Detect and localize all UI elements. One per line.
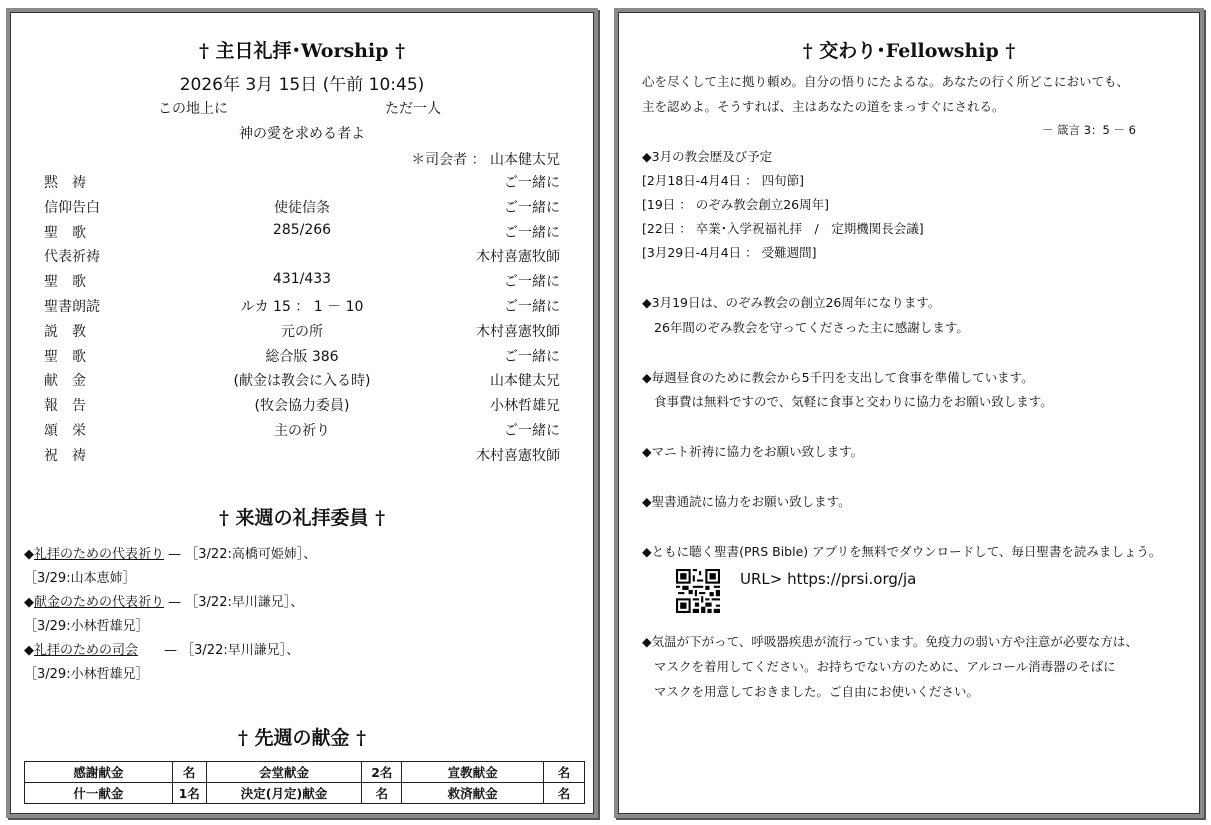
anniversary-notice: ◆3月19日は、のぞみ教会の創立26周年になります。 xyxy=(642,295,941,310)
order-label: 黙 祷 xyxy=(44,175,86,191)
order-item: 使徒信条 xyxy=(274,199,330,216)
order-item: 285/266 xyxy=(272,221,332,238)
order-leader: ご一緒に xyxy=(504,423,560,439)
table-cell: 会堂献金 xyxy=(206,762,362,783)
order-label: 聖 歌 xyxy=(44,274,86,291)
offering-title: † 先週の献金 † xyxy=(237,727,367,749)
app-notice: ◆ともに聴く聖書(PRS Bible) アプリを無料でダウンロードして、毎日聖書を読みましょう。 xyxy=(642,544,1162,559)
order-label: 聖書朗読 xyxy=(44,299,100,315)
schedule-item: [19日 ： のぞみ教会創立26周年] xyxy=(642,197,830,212)
order-row xyxy=(44,222,560,244)
order-row xyxy=(44,445,560,467)
table-cell: 感謝献金 xyxy=(25,762,173,783)
table-cell: 宣教献金 xyxy=(402,762,544,783)
lunch-notice-2: 食事費は無料ですので、気軽に食事と交わりに協力をお願い致します。 xyxy=(654,394,1053,409)
schedule-heading: ◆3月の教会歴及び予定 xyxy=(642,149,773,164)
order-item: 主の祈り xyxy=(274,423,330,439)
order-label: 報 告 xyxy=(44,398,86,415)
order-row xyxy=(44,321,560,343)
order-label: 聖 歌 xyxy=(44,224,86,241)
service-date: 2026年 3月 15日 (午前 10:45) xyxy=(179,75,425,95)
order-label: 聖 歌 xyxy=(44,348,86,365)
committee-item: ◆礼拝のための代表祈り — ［3/22:高橋可姫姉］、 xyxy=(24,547,317,562)
order-item: 431/433 xyxy=(272,271,332,288)
committee-next: ［3/29:小林哲雄兄］ xyxy=(24,667,149,682)
order-leader: ご一緒に xyxy=(504,274,560,291)
qr-code-icon xyxy=(676,569,720,613)
order-item: (牧会協力委員) xyxy=(254,398,350,415)
committee-role: 献金のための代表祈り xyxy=(34,595,165,610)
order-row xyxy=(44,296,560,318)
order-row xyxy=(44,172,560,194)
worship-title: † 主日礼拝･Worship † xyxy=(198,40,406,62)
scripture-reference: － 箴言 3：5 － 6 xyxy=(1041,123,1136,137)
order-leader: ご一緒に xyxy=(504,175,560,191)
table-cell: 2名 xyxy=(362,762,402,783)
table-row xyxy=(25,783,585,804)
order-row xyxy=(44,246,560,268)
committee-item: ◆献金のための代表祈り — ［3/22:早川謙兄］、 xyxy=(24,595,304,610)
schedule-item: [2月18日-4月4日 ： 四旬節] xyxy=(642,173,804,188)
order-leader: 木村喜憲牧師 xyxy=(476,447,560,464)
order-item: 総合版 386 xyxy=(265,348,339,365)
order-label: 頌 栄 xyxy=(44,423,86,439)
table-cell: 決定(月定)献金 xyxy=(206,783,362,804)
order-leader: ご一緒に xyxy=(504,299,560,315)
fellowship-panel xyxy=(614,8,1204,818)
order-row xyxy=(44,395,560,417)
order-row xyxy=(44,370,560,392)
anniversary-notice-2: 26年間のぞみ教会を守ってくださった主に感謝します。 xyxy=(654,320,969,335)
order-item: 元の所 xyxy=(281,323,323,340)
bible-reading-notice: ◆聖書通読に協力をお願い致します。 xyxy=(642,494,851,509)
order-leader: ご一緒に xyxy=(504,224,560,241)
lunch-notice: ◆毎週昼食のために教会から5千円を支出して食事を準備しています。 xyxy=(642,370,1034,385)
fellowship-title: † 交わり･Fellowship † xyxy=(802,40,1016,62)
order-leader: ご一緒に xyxy=(504,348,560,365)
table-cell: 救済献金 xyxy=(402,783,544,804)
order-row xyxy=(44,271,560,293)
order-leader: 山本健太兄 xyxy=(490,373,560,390)
order-label: 説 教 xyxy=(44,323,86,340)
committee-title: † 来週の礼拝委員 † xyxy=(218,507,386,529)
committee-role: 礼拝のための代表祈り xyxy=(34,547,165,562)
table-cell: 什一献金 xyxy=(25,783,173,804)
committee-next: ［3/29:小林哲雄兄］ xyxy=(24,619,149,634)
offering-table xyxy=(24,761,585,804)
order-label: 信仰告白 xyxy=(44,199,100,216)
order-label: 代表祈祷 xyxy=(44,249,100,266)
order-item: (献金は教会に入る時) xyxy=(233,373,371,390)
schedule-item: [22日 ： 卒業･入学祝福礼拝 / 定期機関長会議] xyxy=(642,221,924,236)
order-label: 献 金 xyxy=(44,373,86,390)
worship-panel xyxy=(6,8,598,818)
table-cell: 名 xyxy=(172,762,206,783)
order-row xyxy=(44,346,560,368)
order-leader: 小林哲雄兄 xyxy=(490,398,560,415)
order-row xyxy=(44,420,560,442)
verse-line-2: 神の愛を求める者よ xyxy=(239,126,365,142)
app-url: URL> https://prsi.org/ja xyxy=(740,570,917,588)
table-cell: 名 xyxy=(362,783,402,804)
committee-role: 礼拝のための司会 xyxy=(34,643,139,658)
order-leader: 木村喜憲牧師 xyxy=(476,323,560,340)
health-notice-2: マスクを着用してください。お持ちでない方のために、アルコール消毒器のそばに xyxy=(654,659,1116,674)
verse-line-1b: ただ一人 xyxy=(385,101,441,117)
scripture-line-1: 心を尽くして主に拠り頼め。自分の悟りにたよるな。あなたの行く所どこにおいても、 xyxy=(642,74,1130,89)
verse-line-1a: この地上に xyxy=(158,101,228,117)
presider: ＊司会者 ： 山本健太兄 xyxy=(411,152,560,168)
table-cell: 名 xyxy=(544,783,585,804)
order-label: 祝 祷 xyxy=(44,447,86,464)
table-cell: 名 xyxy=(544,762,585,783)
table-row xyxy=(25,762,585,783)
table-cell: 1名 xyxy=(172,783,206,804)
manito-notice: ◆マニト祈祷に協力をお願い致します。 xyxy=(642,444,864,459)
order-leader: 木村喜憲牧師 xyxy=(476,249,560,266)
scripture-line-2: 主を認めよ。そうすれば、主はあなたの道をまっすぐにされる。 xyxy=(642,99,1005,114)
schedule-item: [3月29日-4月4日 ： 受難週間] xyxy=(642,245,817,260)
health-notice-3: マスクを用意しておきました。ご自由にお使いください。 xyxy=(654,684,980,699)
order-row xyxy=(44,197,560,219)
committee-next: ［3/29:山本恵姉］ xyxy=(24,571,136,586)
committee-item: ◆礼拝のための司会 — ［3/22:早川謙兄］、 xyxy=(24,643,300,658)
order-leader: ご一緒に xyxy=(504,199,560,216)
health-notice: ◆気温が下がって、呼吸器疾患が流行っています。免疫力の弱い方や注意が必要な方は、 xyxy=(642,634,1138,649)
order-item: ルカ 15 ： 1 － 10 xyxy=(240,299,364,315)
